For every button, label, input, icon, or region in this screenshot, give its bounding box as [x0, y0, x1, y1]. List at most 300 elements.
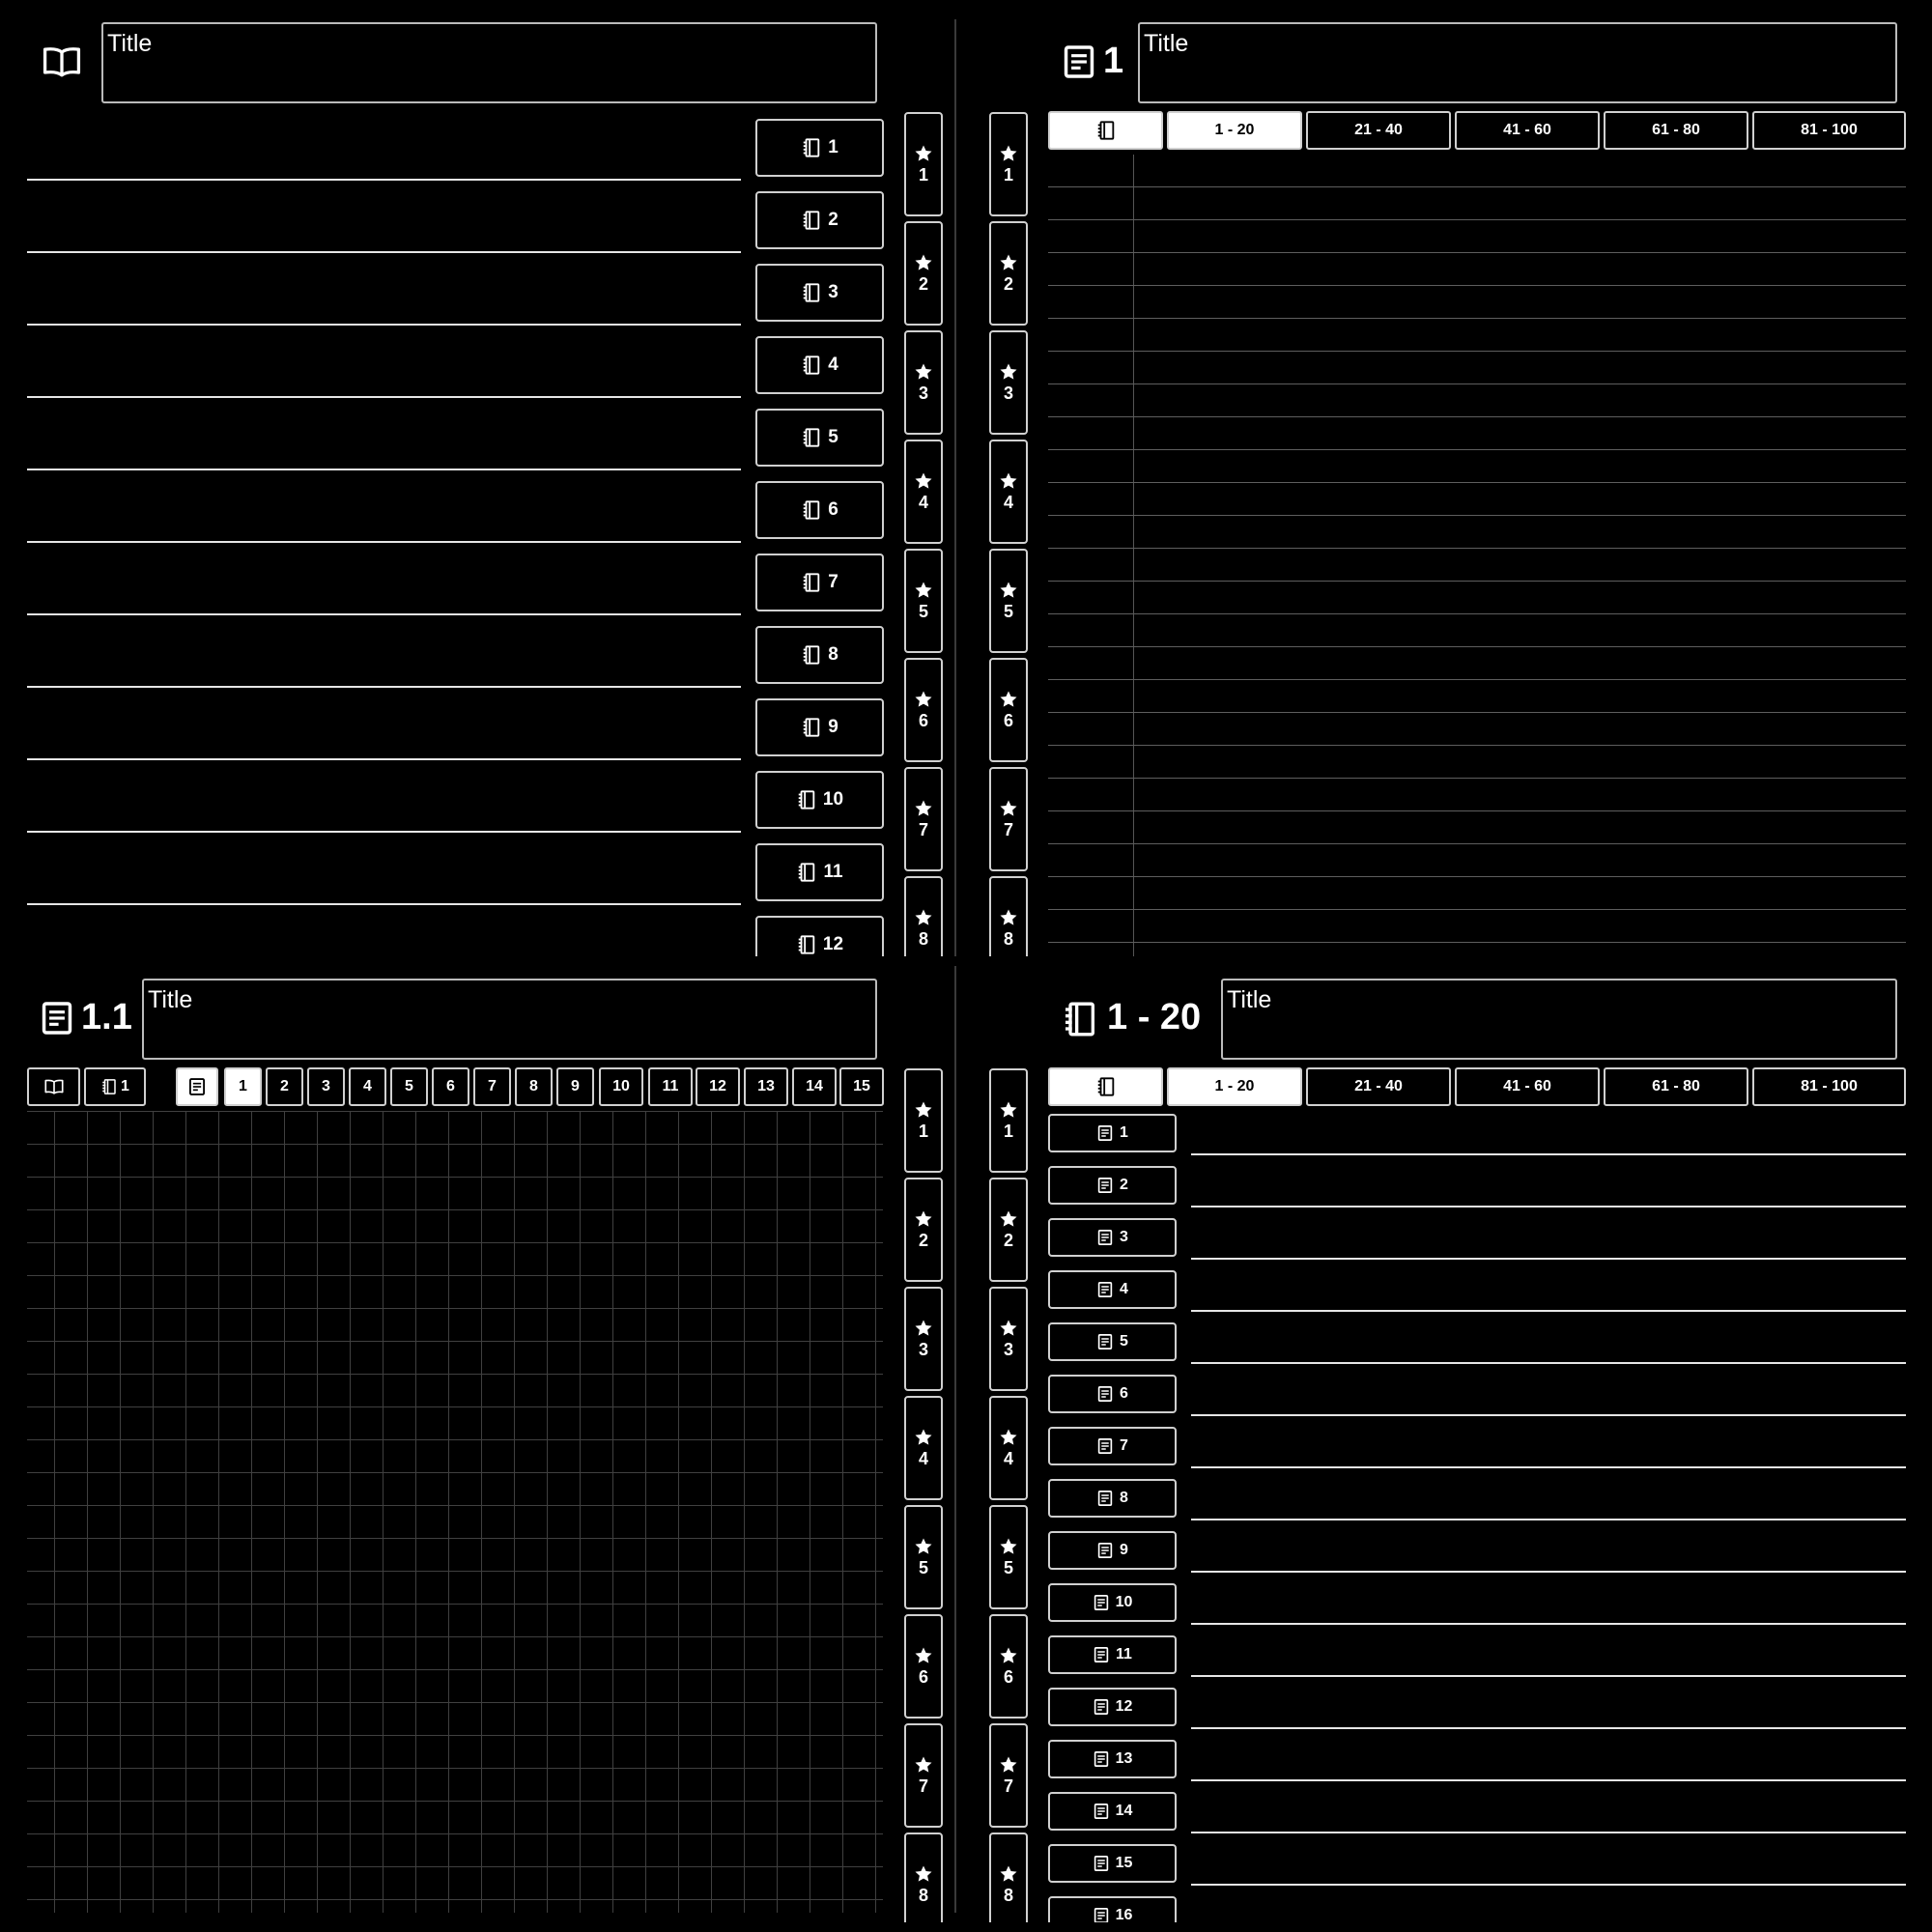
button-label: 6	[828, 499, 838, 520]
ruled-line	[1048, 778, 1906, 779]
page-label: 13	[757, 1078, 775, 1094]
button-label: 2	[828, 210, 838, 230]
star-icon	[914, 1864, 933, 1884]
page-button-1[interactable]	[224, 1067, 262, 1106]
star-tab-label: 2	[1003, 1230, 1013, 1250]
title-field[interactable]	[1138, 22, 1897, 103]
note-page-icon	[1093, 1646, 1110, 1663]
note-page-icon	[187, 1077, 207, 1096]
tab-range-2[interactable]	[1306, 111, 1451, 150]
notebook-icon	[796, 934, 817, 955]
button-label: 5	[828, 427, 838, 447]
star-tab-label: 6	[918, 710, 928, 730]
ruled-line	[1048, 351, 1906, 352]
page-label: 11	[662, 1078, 679, 1094]
page-label: 12	[709, 1078, 726, 1094]
button-label: 9	[828, 717, 838, 737]
button-label: 6	[1120, 1385, 1128, 1402]
page-heading: 1.1	[81, 997, 132, 1037]
star-tab-2[interactable]	[989, 1178, 1028, 1282]
book-open-icon	[43, 1076, 66, 1097]
star-tab-label: 5	[918, 601, 928, 621]
star-icon	[999, 1864, 1018, 1884]
note-page-icon	[1096, 1124, 1114, 1142]
note-button-16[interactable]	[1048, 1896, 1177, 1922]
tab-range-3[interactable]	[1455, 1067, 1600, 1106]
star-icon	[914, 1537, 933, 1556]
note-button-5[interactable]	[1048, 1322, 1177, 1361]
notebook-button-2[interactable]	[755, 191, 884, 249]
notebook-button-8[interactable]	[755, 626, 884, 684]
star-tab-label: 7	[1003, 1776, 1013, 1796]
ruled-line	[1048, 252, 1906, 253]
star-tab-6[interactable]	[989, 1614, 1028, 1719]
star-icon	[914, 1209, 933, 1229]
star-tab-label: 4	[918, 1448, 928, 1468]
star-tab-label: 1	[918, 1121, 928, 1141]
page-label: 14	[806, 1078, 823, 1094]
page-label: 9	[571, 1078, 580, 1094]
button-label: 7	[828, 572, 838, 592]
star-tab-6[interactable]	[904, 1614, 943, 1719]
notebook-button-3[interactable]	[755, 264, 884, 322]
star-icon	[999, 1100, 1018, 1120]
title-placeholder: Title	[1144, 30, 1189, 57]
star-tab-label: 6	[1003, 1666, 1013, 1687]
ruled-line	[1048, 548, 1906, 549]
note-button-8[interactable]	[1048, 1479, 1177, 1518]
tab-range-5[interactable]	[1752, 1067, 1906, 1106]
star-tab-label: 2	[918, 1230, 928, 1250]
notebook-icon	[1095, 1076, 1117, 1097]
index-rule	[27, 324, 741, 326]
page-button-2[interactable]	[266, 1067, 303, 1106]
notebook-link-label: 1	[121, 1078, 129, 1094]
notebook-icon	[801, 282, 822, 303]
star-tab-label: 4	[1003, 1448, 1013, 1468]
star-icon	[999, 1537, 1018, 1556]
book-open-icon[interactable]	[39, 41, 85, 83]
tab-range-1[interactable]	[1167, 111, 1302, 150]
tab-range-5[interactable]	[1752, 111, 1906, 150]
star-tab-3[interactable]	[989, 1287, 1028, 1391]
star-icon	[914, 144, 933, 163]
book-link-button[interactable]	[27, 1067, 80, 1106]
index-rule	[27, 831, 741, 833]
tab-notebook-index[interactable]	[1048, 111, 1163, 150]
page-heading: 1	[1103, 41, 1124, 81]
note-button-2[interactable]	[1048, 1166, 1177, 1205]
page-label: 10	[612, 1078, 630, 1094]
tab-notebook-index[interactable]	[1048, 1067, 1163, 1106]
star-tab-5[interactable]	[989, 1505, 1028, 1609]
title-placeholder: Title	[1227, 986, 1272, 1013]
ruled-line	[1048, 318, 1906, 319]
range-tab-row	[1048, 111, 1906, 150]
page-label: 3	[322, 1078, 330, 1094]
note-page-icon	[1093, 1803, 1110, 1820]
star-icon	[999, 690, 1018, 709]
note-rule	[1191, 1623, 1906, 1625]
button-label: 11	[1116, 1646, 1132, 1662]
tab-range-4[interactable]	[1604, 111, 1748, 150]
ruled-line	[1048, 843, 1906, 844]
button-label: 1	[828, 137, 838, 157]
star-tab-3[interactable]	[904, 1287, 943, 1391]
star-tab-label: 7	[1003, 819, 1013, 839]
index-rule	[27, 251, 741, 253]
note-rule	[1191, 1414, 1906, 1416]
note-page-icon	[1096, 1542, 1114, 1559]
button-label: 10	[1115, 1594, 1133, 1610]
ruled-line	[1048, 285, 1906, 286]
ruled-line	[1048, 712, 1906, 713]
note-page-icon	[1096, 1177, 1114, 1194]
title-placeholder: Title	[148, 986, 193, 1013]
star-tab-1[interactable]	[904, 1068, 943, 1173]
page-view-button[interactable]	[176, 1067, 218, 1106]
star-tab-8[interactable]	[904, 876, 943, 956]
star-icon	[914, 1100, 933, 1120]
tab-label: 81 - 100	[1801, 122, 1858, 138]
notebook-icon	[801, 499, 822, 521]
star-tab-label: 6	[1003, 710, 1013, 730]
page-button-3[interactable]	[307, 1067, 345, 1106]
tab-label: 1 - 20	[1214, 1078, 1255, 1094]
note-rule	[1191, 1884, 1906, 1886]
star-icon	[999, 908, 1018, 927]
tab-range-3[interactable]	[1455, 111, 1600, 150]
note-button-15[interactable]	[1048, 1844, 1177, 1883]
star-tab-label: 6	[918, 1666, 928, 1687]
notebook-link-button[interactable]	[84, 1067, 146, 1106]
star-tab-label: 1	[918, 164, 928, 185]
notebook-button-4[interactable]	[755, 336, 884, 394]
note-page-icon	[1096, 1437, 1114, 1455]
star-icon	[999, 1428, 1018, 1447]
star-tab-label: 5	[1003, 601, 1013, 621]
dot-grid-area[interactable]	[27, 1111, 883, 1913]
page-button-15[interactable]	[839, 1067, 884, 1106]
button-label: 4	[1120, 1281, 1128, 1297]
star-tab-2[interactable]	[904, 221, 943, 326]
notebook-button-9[interactable]	[755, 698, 884, 756]
ruled-line	[1048, 515, 1906, 516]
note-page-icon	[1096, 1229, 1114, 1246]
note-rule	[1191, 1206, 1906, 1208]
note-button-1[interactable]	[1048, 1114, 1177, 1152]
star-tab-label: 4	[918, 492, 928, 512]
tab-label: 41 - 60	[1503, 1078, 1551, 1094]
star-tab-6[interactable]	[989, 658, 1028, 762]
notebook-icon	[801, 717, 822, 738]
note-page-icon	[1093, 1594, 1110, 1611]
page-label: 1	[239, 1078, 247, 1094]
notebook-button-10[interactable]	[755, 771, 884, 829]
note-page-icon	[1096, 1333, 1114, 1350]
page-label: 15	[853, 1078, 870, 1094]
ruled-line	[1048, 482, 1906, 483]
star-tab-label: 2	[1003, 273, 1013, 294]
button-label: 16	[1115, 1907, 1133, 1922]
notebook-button-5[interactable]	[755, 409, 884, 467]
star-tab-label: 8	[1003, 928, 1013, 949]
note-button-14[interactable]	[1048, 1792, 1177, 1831]
notebook-icon	[1061, 999, 1099, 1039]
star-tab-1[interactable]	[989, 1068, 1028, 1173]
notebook-button-7[interactable]	[755, 554, 884, 611]
button-label: 14	[1115, 1803, 1133, 1819]
button-label: 12	[1115, 1698, 1133, 1715]
star-icon	[914, 799, 933, 818]
button-label: 3	[1120, 1229, 1128, 1245]
page-button-11[interactable]	[648, 1067, 693, 1106]
title-field[interactable]	[142, 979, 877, 1060]
note-rule	[1191, 1727, 1906, 1729]
book-index-panel	[0, 0, 954, 956]
ruled-line	[1048, 942, 1906, 943]
star-tab-label: 4	[1003, 492, 1013, 512]
note-rule	[1191, 1519, 1906, 1520]
star-tab-8[interactable]	[989, 876, 1028, 956]
note-rule	[1191, 1258, 1906, 1260]
notebook-button-1[interactable]	[755, 119, 884, 177]
notebook-icon	[801, 427, 822, 448]
notebook-icon	[801, 355, 822, 376]
star-icon	[999, 144, 1018, 163]
star-tab-label: 8	[918, 1885, 928, 1905]
notebook-icon	[100, 1078, 118, 1095]
star-icon	[914, 253, 933, 272]
button-label: 8	[828, 644, 838, 665]
title-field[interactable]	[101, 22, 877, 103]
button-label: 9	[1120, 1542, 1128, 1558]
button-label: 2	[1120, 1177, 1128, 1193]
page-button-8[interactable]	[515, 1067, 553, 1106]
page-label: 2	[280, 1078, 289, 1094]
star-tab-8[interactable]	[989, 1833, 1028, 1922]
page-label: 7	[488, 1078, 497, 1094]
button-label: 12	[822, 934, 844, 954]
tab-label: 61 - 80	[1652, 1078, 1700, 1094]
tab-label: 21 - 40	[1354, 1078, 1403, 1094]
note-button-12[interactable]	[1048, 1688, 1177, 1726]
page-label: 6	[446, 1078, 455, 1094]
ruled-line	[1048, 909, 1906, 910]
notebook-index-panel	[966, 966, 1932, 1922]
ruled-line	[1048, 581, 1906, 582]
star-tab-label: 8	[918, 928, 928, 949]
notebook-button-11[interactable]	[755, 843, 884, 901]
ruled-line	[1048, 416, 1906, 417]
note-rule	[1191, 1832, 1906, 1833]
notebook-icon	[801, 572, 822, 593]
page-button-14[interactable]	[792, 1067, 837, 1106]
ruled-line	[1048, 186, 1906, 187]
star-tab-label: 3	[918, 1339, 928, 1359]
note-button-3[interactable]	[1048, 1218, 1177, 1257]
star-tab-2[interactable]	[904, 1178, 943, 1282]
page-button-12[interactable]	[696, 1067, 740, 1106]
button-label: 11	[823, 862, 843, 882]
star-icon	[999, 1209, 1018, 1229]
index-rule	[27, 758, 741, 760]
button-label: 1	[1120, 1124, 1128, 1141]
note-button-6[interactable]	[1048, 1375, 1177, 1413]
star-tab-5[interactable]	[989, 549, 1028, 653]
star-icon	[914, 1428, 933, 1447]
ruled-line	[1048, 679, 1906, 680]
star-icon	[914, 1755, 933, 1775]
note-button-13[interactable]	[1048, 1740, 1177, 1778]
note-page-icon	[39, 999, 75, 1037]
tab-range-2[interactable]	[1306, 1067, 1451, 1106]
star-tab-label: 8	[1003, 1885, 1013, 1905]
star-tab-3[interactable]	[904, 330, 943, 435]
note-rule	[1191, 1153, 1906, 1155]
tab-range-4[interactable]	[1604, 1067, 1748, 1106]
page-button-4[interactable]	[349, 1067, 386, 1106]
star-tab-5[interactable]	[904, 1505, 943, 1609]
star-icon	[914, 690, 933, 709]
star-tab-4[interactable]	[989, 440, 1028, 544]
button-label: 10	[822, 789, 844, 810]
index-rule	[27, 686, 741, 688]
tab-label: 1 - 20	[1214, 122, 1255, 138]
button-label: 15	[1115, 1855, 1133, 1871]
page-button-6[interactable]	[432, 1067, 469, 1106]
page-button-13[interactable]	[744, 1067, 788, 1106]
star-tab-2[interactable]	[989, 221, 1028, 326]
star-tab-7[interactable]	[904, 767, 943, 871]
quadrant-divider-vertical	[954, 19, 956, 1913]
ruled-line	[1048, 613, 1906, 614]
star-icon	[914, 362, 933, 382]
button-label: 4	[828, 355, 838, 375]
note-page-icon	[1093, 1855, 1110, 1872]
star-icon	[999, 253, 1018, 272]
star-icon	[914, 471, 933, 491]
index-rule	[27, 396, 741, 398]
notebook-icon	[796, 862, 817, 883]
star-icon	[999, 1646, 1018, 1665]
star-tab-label: 3	[918, 383, 928, 403]
star-tab-label: 2	[918, 273, 928, 294]
notebook-icon	[1095, 120, 1117, 141]
star-tab-8[interactable]	[904, 1833, 943, 1922]
note-page-icon	[1096, 1385, 1114, 1403]
index-rule	[27, 179, 741, 181]
star-tab-1[interactable]	[989, 112, 1028, 216]
note-page-icon	[1093, 1750, 1110, 1768]
quadrant-divider-horizontal	[0, 956, 1932, 966]
page-label: 8	[529, 1078, 538, 1094]
notebook-icon	[801, 644, 822, 666]
button-label: 13	[1115, 1750, 1133, 1767]
star-icon	[914, 581, 933, 600]
note-page-icon	[1093, 1698, 1110, 1716]
notebook-button-6[interactable]	[755, 481, 884, 539]
note-button-9[interactable]	[1048, 1531, 1177, 1570]
note-rule	[1191, 1779, 1906, 1781]
star-tab-4[interactable]	[904, 1396, 943, 1500]
star-icon	[999, 471, 1018, 491]
note-button-7[interactable]	[1048, 1427, 1177, 1465]
star-tab-4[interactable]	[989, 1396, 1028, 1500]
star-tab-label: 3	[1003, 1339, 1013, 1359]
notebook-button-12[interactable]	[755, 916, 884, 956]
margin-line	[1133, 155, 1134, 956]
star-tab-7[interactable]	[989, 1723, 1028, 1828]
tab-label: 61 - 80	[1652, 122, 1700, 138]
tab-label: 81 - 100	[1801, 1078, 1858, 1094]
star-tab-5[interactable]	[904, 549, 943, 653]
star-icon	[914, 1646, 933, 1665]
ruled-line	[1048, 449, 1906, 450]
star-tab-label: 1	[1003, 164, 1013, 185]
star-tab-3[interactable]	[989, 330, 1028, 435]
index-rule	[27, 469, 741, 470]
note-page-panel	[966, 0, 1932, 956]
page-nav-row	[27, 1067, 885, 1106]
page-label: 5	[405, 1078, 413, 1094]
note-button-10[interactable]	[1048, 1583, 1177, 1622]
star-tab-1[interactable]	[904, 112, 943, 216]
star-tab-6[interactable]	[904, 658, 943, 762]
notebook-icon	[801, 210, 822, 231]
note-page-icon	[1096, 1490, 1114, 1507]
page-button-5[interactable]	[390, 1067, 428, 1106]
button-label: 5	[1120, 1333, 1128, 1350]
range-tab-row	[1048, 1067, 1906, 1106]
star-tab-4[interactable]	[904, 440, 943, 544]
note-button-4[interactable]	[1048, 1270, 1177, 1309]
note-rule	[1191, 1466, 1906, 1468]
title-field[interactable]	[1221, 979, 1897, 1060]
star-icon	[914, 1319, 933, 1338]
star-tab-label: 7	[918, 1776, 928, 1796]
star-icon	[999, 362, 1018, 382]
ruled-line	[1048, 810, 1906, 811]
title-placeholder: Title	[107, 30, 153, 57]
star-tab-label: 5	[918, 1557, 928, 1577]
star-icon	[914, 908, 933, 927]
note-rule	[1191, 1675, 1906, 1677]
star-icon	[999, 1755, 1018, 1775]
index-rule	[27, 903, 741, 905]
ruled-line	[1048, 646, 1906, 647]
page-button-7[interactable]	[473, 1067, 511, 1106]
note-button-11[interactable]	[1048, 1635, 1177, 1674]
star-tab-label: 5	[1003, 1557, 1013, 1577]
star-tab-7[interactable]	[989, 767, 1028, 871]
range-heading: 1 - 20	[1107, 997, 1202, 1037]
page-button-9[interactable]	[556, 1067, 594, 1106]
star-tab-label: 3	[1003, 383, 1013, 403]
star-icon	[999, 581, 1018, 600]
notebook-icon	[796, 789, 817, 810]
note-page-icon	[1093, 1907, 1110, 1922]
button-label: 3	[828, 282, 838, 302]
note-page-icon	[1061, 43, 1097, 81]
tab-range-1[interactable]	[1167, 1067, 1302, 1106]
ruled-line	[1048, 876, 1906, 877]
page-button-10[interactable]	[599, 1067, 643, 1106]
star-tab-label: 1	[1003, 1121, 1013, 1141]
tab-label: 21 - 40	[1354, 122, 1403, 138]
ruled-line	[1048, 745, 1906, 746]
star-tab-7[interactable]	[904, 1723, 943, 1828]
